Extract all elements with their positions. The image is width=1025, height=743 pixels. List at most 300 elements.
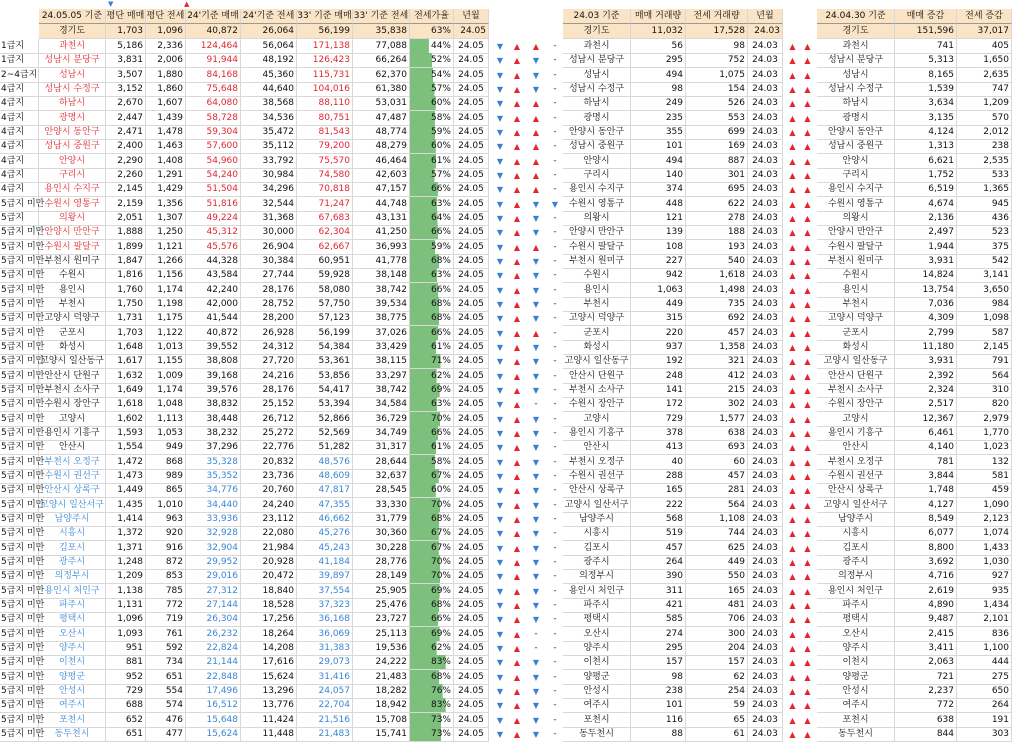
region-name-cell-3[interactable]: 부천시 원미구 (817, 254, 895, 269)
avg-jeonse-cell[interactable]: 1,010 (146, 498, 186, 513)
region-name-cell-3[interactable]: 수원시 (817, 268, 895, 283)
sale-volume-cell[interactable]: 585 (631, 612, 686, 627)
region-name-cell-3[interactable]: 고양시 (817, 412, 895, 427)
jeonse-volume-cell[interactable]: 526 (686, 96, 748, 111)
sale-33-cell[interactable]: 126,423 (297, 53, 353, 68)
avg-jeonse-cell[interactable]: 1,307 (146, 211, 186, 226)
avg-jeonse-cell[interactable]: 574 (146, 698, 186, 713)
jeonse-change-cell[interactable]: 3,141 (957, 268, 1012, 283)
avg-sale-cell[interactable]: 2,260 (106, 168, 146, 183)
region-name-cell-2[interactable]: 성남시 중원구 (563, 139, 631, 154)
region-name-cell[interactable]: 안산시 상록구 (39, 483, 106, 498)
region-name-cell-3[interactable]: 구리시 (817, 168, 895, 183)
avg-sale-cell[interactable]: 2,159 (106, 197, 146, 212)
region-name-cell-2[interactable]: 부천시 (563, 297, 631, 312)
sale-change-cell[interactable]: 12,367 (895, 412, 957, 427)
sale-24-cell[interactable]: 32,928 (186, 526, 241, 541)
jeonse-33-cell[interactable]: 38,742 (353, 383, 410, 398)
region-name-cell-3[interactable]: 안성시 (817, 684, 895, 699)
avg-sale-header[interactable]: 평단 매매 (106, 9, 146, 24)
region-name-cell-3[interactable]: 의정부시 (817, 569, 895, 584)
region-name-cell-2[interactable]: 시흥시 (563, 526, 631, 541)
ym-cell[interactable]: 24.05 (454, 612, 489, 627)
avg-jeonse-cell[interactable]: 1,429 (146, 182, 186, 197)
ym-cell[interactable]: 24.05 (454, 426, 489, 441)
sale-change-cell[interactable]: 2,619 (895, 584, 957, 599)
sale-change-cell[interactable]: 3,844 (895, 469, 957, 484)
avg-sale-cell[interactable]: 1,731 (106, 311, 146, 326)
jeonse-33-cell[interactable]: 44,748 (353, 197, 410, 212)
jeonse-volume-cell[interactable]: 204 (686, 641, 748, 656)
region-name-cell-3[interactable]: 성남시 중원구 (817, 139, 895, 154)
jeonse-change-cell[interactable]: 2,145 (957, 340, 1012, 355)
jeonse-33-cell[interactable]: 23,727 (353, 612, 410, 627)
jeonse-ratio-cell[interactable]: 60% (410, 96, 454, 111)
jeonse-ratio-cell[interactable]: 68% (410, 512, 454, 527)
jeonse-24-cell[interactable]: 27,720 (241, 354, 297, 369)
avg-sale-cell[interactable]: 2,051 (106, 211, 146, 226)
sale-24-cell[interactable]: 39,552 (186, 340, 241, 355)
ym2-cell[interactable]: 24.03 (748, 670, 783, 685)
jeonse-volume-cell[interactable]: 564 (686, 498, 748, 513)
region-name-cell[interactable]: 하남시 (39, 96, 106, 111)
region-name-cell[interactable]: 포천시 (39, 713, 106, 728)
sale-change-cell[interactable]: 2,497 (895, 225, 957, 240)
grade-cell[interactable]: 5급지 미만 (0, 225, 39, 240)
sale-24-cell[interactable]: 21,144 (186, 655, 241, 670)
jeonse-24-cell[interactable]: 23,112 (241, 512, 297, 527)
region-name-cell[interactable]: 의정부시 (39, 569, 106, 584)
sale-33-cell[interactable]: 21,483 (297, 727, 353, 742)
sale-24-cell[interactable]: 43,584 (186, 268, 241, 283)
jeonse-24-cell[interactable]: 32,544 (241, 197, 297, 212)
sale-24-cell[interactable]: 39,168 (186, 369, 241, 384)
jeonse-ratio-cell[interactable]: 58% (410, 111, 454, 126)
sale-change-cell[interactable]: 3,135 (895, 111, 957, 126)
region-name-cell-2[interactable]: 파주시 (563, 598, 631, 613)
sale-change-cell[interactable]: 2,799 (895, 326, 957, 341)
jeonse-volume-cell[interactable]: 1,358 (686, 340, 748, 355)
region-name-cell-3[interactable]: 수원시 팔달구 (817, 240, 895, 255)
region-name-cell-3[interactable]: 과천시 (817, 39, 895, 54)
region-name-cell-3[interactable]: 안산시 상록구 (817, 483, 895, 498)
region-name-cell[interactable]: 고양시 덕양구 (39, 311, 106, 326)
ym2-cell[interactable]: 24.03 (748, 641, 783, 656)
jeonse-volume-cell[interactable]: 157 (686, 655, 748, 670)
jeonse-24-cell[interactable]: 18,528 (241, 598, 297, 613)
sale-change-cell[interactable]: 11,180 (895, 340, 957, 355)
jeonse-change-cell[interactable]: 1,433 (957, 541, 1012, 556)
grade-cell[interactable]: 5급지 미만 (0, 612, 39, 627)
jeonse-ratio-cell[interactable]: 44% (410, 39, 454, 54)
region-name-cell-3[interactable]: 고양시 덕양구 (817, 311, 895, 326)
jeonse-33-cell[interactable]: 38,775 (353, 311, 410, 326)
region-name-cell-2[interactable]: 용인시 (563, 283, 631, 298)
province-jeonse-33[interactable]: 35,838 (353, 24, 410, 39)
region-name-cell-3[interactable]: 안양시 동안구 (817, 125, 895, 140)
grade-cell[interactable]: 5급지 미만 (0, 254, 39, 269)
sale-24-cell[interactable]: 57,600 (186, 139, 241, 154)
region-name-cell-2[interactable]: 의왕시 (563, 211, 631, 226)
sale-33-cell[interactable]: 24,057 (297, 684, 353, 699)
jeonse-24-cell[interactable]: 18,840 (241, 584, 297, 599)
sale-change-cell[interactable]: 4,716 (895, 569, 957, 584)
ym2-cell[interactable]: 24.03 (748, 111, 783, 126)
sale-24-cell[interactable]: 22,824 (186, 641, 241, 656)
jeonse-change-cell[interactable]: 587 (957, 326, 1012, 341)
sale-volume-cell[interactable]: 157 (631, 655, 686, 670)
avg-jeonse-cell[interactable]: 1,880 (146, 68, 186, 83)
sale-change-cell[interactable]: 2,063 (895, 655, 957, 670)
sale-33-cell[interactable]: 47,817 (297, 483, 353, 498)
region-name-cell-2[interactable]: 부천시 소사구 (563, 383, 631, 398)
grade-cell[interactable]: 4급지 (0, 82, 39, 97)
region-name-cell-3[interactable]: 부천시 오정구 (817, 455, 895, 470)
avg-jeonse-cell[interactable]: 1,174 (146, 383, 186, 398)
sale-change-cell[interactable]: 1,313 (895, 139, 957, 154)
jeonse-24-cell[interactable]: 26,928 (241, 326, 297, 341)
sale-volume-cell[interactable]: 457 (631, 541, 686, 556)
region-name-cell[interactable]: 광주시 (39, 555, 106, 570)
jeonse-33-cell[interactable]: 39,534 (353, 297, 410, 312)
region-name-cell[interactable]: 고양시 (39, 412, 106, 427)
ym-cell[interactable]: 24.05 (454, 254, 489, 269)
grade-cell[interactable]: 5급지 미만 (0, 240, 39, 255)
sale-33-cell[interactable]: 45,243 (297, 541, 353, 556)
sale-33-cell[interactable]: 80,751 (297, 111, 353, 126)
avg-jeonse-cell[interactable]: 853 (146, 569, 186, 584)
region-name-cell-2[interactable]: 수원시 권선구 (563, 469, 631, 484)
region-name-cell-3[interactable]: 안양시 만안구 (817, 225, 895, 240)
region-name-cell-2[interactable]: 양주시 (563, 641, 631, 656)
jeonse-24-cell[interactable]: 15,624 (241, 670, 297, 685)
jeonse-24-cell[interactable]: 25,152 (241, 397, 297, 412)
region-name-cell-3[interactable]: 용인시 기흥구 (817, 426, 895, 441)
sale-volume-cell[interactable]: 295 (631, 53, 686, 68)
jeonse-24-cell[interactable]: 20,472 (241, 569, 297, 584)
sale-33-cell[interactable]: 46,662 (297, 512, 353, 527)
jeonse-33-cell[interactable]: 36,993 (353, 240, 410, 255)
region-name-cell-3[interactable]: 고양시 일산서구 (817, 498, 895, 513)
sale-change-cell[interactable]: 4,674 (895, 197, 957, 212)
jeonse-ratio-cell[interactable]: 69% (410, 383, 454, 398)
ym-cell[interactable]: 24.05 (454, 96, 489, 111)
province-name[interactable]: 경기도 (39, 24, 106, 39)
sale-volume-cell[interactable]: 101 (631, 698, 686, 713)
jeonse-ratio-cell[interactable]: 83% (410, 698, 454, 713)
avg-jeonse-cell[interactable]: 1,463 (146, 139, 186, 154)
sale-volume-cell[interactable]: 121 (631, 211, 686, 226)
jeonse-change-cell[interactable]: 1,100 (957, 641, 1012, 656)
region-name-cell[interactable]: 안성시 (39, 684, 106, 699)
region-name-cell-2[interactable]: 포천시 (563, 713, 631, 728)
ym-cell[interactable]: 24.05 (454, 684, 489, 699)
avg-jeonse-cell[interactable]: 1,053 (146, 426, 186, 441)
avg-sale-cell[interactable]: 951 (106, 641, 146, 656)
province-name-3[interactable]: 경기도 (817, 24, 895, 39)
ym-cell[interactable]: 24.05 (454, 598, 489, 613)
jeonse-change-cell[interactable]: 2,979 (957, 412, 1012, 427)
sale-volume-cell[interactable]: 942 (631, 268, 686, 283)
avg-sale-cell[interactable]: 688 (106, 698, 146, 713)
grade-cell[interactable]: 5급지 미만 (0, 412, 39, 427)
sale-24-cell[interactable]: 15,648 (186, 713, 241, 728)
ym2-cell[interactable]: 24.03 (748, 240, 783, 255)
jeonse-change-cell[interactable]: 984 (957, 297, 1012, 312)
avg-sale-cell[interactable]: 1,632 (106, 369, 146, 384)
sale-24-cell[interactable]: 27,144 (186, 598, 241, 613)
province-sale-33[interactable]: 56,199 (297, 24, 353, 39)
jeonse-33-cell[interactable]: 48,774 (353, 125, 410, 140)
sale-33-cell[interactable]: 37,554 (297, 584, 353, 599)
sale-change-cell[interactable]: 772 (895, 698, 957, 713)
sale-24-cell[interactable]: 51,816 (186, 197, 241, 212)
region-name-cell-3[interactable]: 광명시 (817, 111, 895, 126)
avg-sale-cell[interactable]: 1,209 (106, 569, 146, 584)
grade-cell[interactable]: 5급지 미만 (0, 670, 39, 685)
jeonse-33-cell[interactable]: 61,380 (353, 82, 410, 97)
sale-33-cell[interactable]: 36,168 (297, 612, 353, 627)
sale-33-cell[interactable]: 88,110 (297, 96, 353, 111)
ym2-cell[interactable]: 24.03 (748, 297, 783, 312)
region-name-cell-3[interactable]: 안산시 (817, 440, 895, 455)
jeonse-volume-cell[interactable]: 412 (686, 369, 748, 384)
jeonse-volume-header[interactable]: 전세 거래량 (686, 9, 748, 24)
sale-33-cell[interactable]: 31,416 (297, 670, 353, 685)
ym2-cell[interactable]: 24.03 (748, 584, 783, 599)
province-sale-change[interactable]: 151,596 (895, 24, 957, 39)
sale-33-cell[interactable]: 53,361 (297, 354, 353, 369)
jeonse-change-cell[interactable]: 581 (957, 469, 1012, 484)
sale-24-cell[interactable]: 38,232 (186, 426, 241, 441)
jeonse-24-cell[interactable]: 45,360 (241, 68, 297, 83)
region-name-cell[interactable]: 군포시 (39, 326, 106, 341)
region-name-cell[interactable]: 수원시 영통구 (39, 197, 106, 212)
jeonse-24-cell[interactable]: 31,368 (241, 211, 297, 226)
sale-volume-cell[interactable]: 56 (631, 39, 686, 54)
avg-jeonse-cell[interactable]: 1,291 (146, 168, 186, 183)
ym2-cell[interactable]: 24.03 (748, 455, 783, 470)
avg-jeonse-cell[interactable]: 2,336 (146, 39, 186, 54)
jeonse-ratio-cell[interactable]: 70% (410, 569, 454, 584)
ym-cell[interactable]: 24.05 (454, 168, 489, 183)
ym-cell[interactable]: 24.05 (454, 455, 489, 470)
jeonse-change-cell[interactable]: 836 (957, 627, 1012, 642)
avg-sale-cell[interactable]: 1,096 (106, 612, 146, 627)
region-name-cell[interactable]: 의왕시 (39, 211, 106, 226)
region-name-cell-2[interactable]: 의정부시 (563, 569, 631, 584)
ym2-cell[interactable]: 24.03 (748, 598, 783, 613)
jeonse-change-cell[interactable]: 191 (957, 713, 1012, 728)
jeonse-24-cell[interactable]: 28,176 (241, 383, 297, 398)
region-name-cell[interactable]: 용인시 수지구 (39, 182, 106, 197)
jeonse-volume-cell[interactable]: 693 (686, 440, 748, 455)
ym-cell[interactable]: 24.05 (454, 311, 489, 326)
ym2-cell[interactable]: 24.03 (748, 526, 783, 541)
ym-cell[interactable]: 24.05 (454, 440, 489, 455)
ym-cell[interactable]: 24.05 (454, 154, 489, 169)
ym-cell[interactable]: 24.05 (454, 655, 489, 670)
jeonse-volume-cell[interactable]: 699 (686, 125, 748, 140)
avg-sale-cell[interactable]: 1,760 (106, 283, 146, 298)
region-name-cell-3[interactable]: 군포시 (817, 326, 895, 341)
jeonse-ratio-cell[interactable]: 68% (410, 598, 454, 613)
avg-sale-cell[interactable]: 1,617 (106, 354, 146, 369)
avg-jeonse-cell[interactable]: 1,013 (146, 340, 186, 355)
sale-volume-cell[interactable]: 101 (631, 139, 686, 154)
region-name-cell-3[interactable]: 고양시 일산동구 (817, 354, 895, 369)
ym-header[interactable]: 년월 (454, 9, 489, 24)
jeonse-24-cell[interactable]: 13,296 (241, 684, 297, 699)
grade-cell[interactable]: 4급지 (0, 125, 39, 140)
avg-jeonse-cell[interactable]: 920 (146, 526, 186, 541)
sort-up-marker[interactable]: ▲ (184, 0, 190, 8)
region-name-cell[interactable]: 용인시 처인구 (39, 584, 106, 599)
jeonse-volume-cell[interactable]: 622 (686, 197, 748, 212)
grade-cell[interactable]: 5급지 미만 (0, 727, 39, 742)
sale-24-cell[interactable]: 54,240 (186, 168, 241, 183)
sale-volume-cell[interactable]: 249 (631, 96, 686, 111)
sale-volume-cell[interactable]: 227 (631, 254, 686, 269)
jeonse-33-cell[interactable]: 19,536 (353, 641, 410, 656)
jeonse-volume-cell[interactable]: 706 (686, 612, 748, 627)
sale-volume-cell[interactable]: 116 (631, 713, 686, 728)
jeonse-ratio-cell[interactable]: 60% (410, 139, 454, 154)
jeonse-volume-cell[interactable]: 457 (686, 469, 748, 484)
region-name-cell[interactable]: 수원시 (39, 268, 106, 283)
sale-change-cell[interactable]: 6,077 (895, 526, 957, 541)
jeonse-change-cell[interactable]: 1,209 (957, 96, 1012, 111)
jeonse-volume-cell[interactable]: 1,108 (686, 512, 748, 527)
jeonse-33-cell[interactable]: 47,487 (353, 111, 410, 126)
region-name-cell-3[interactable]: 양평군 (817, 670, 895, 685)
ym-cell[interactable]: 24.05 (454, 369, 489, 384)
region-name-cell-3[interactable]: 수원시 권선구 (817, 469, 895, 484)
sale-volume-cell[interactable]: 98 (631, 670, 686, 685)
avg-sale-cell[interactable]: 2,400 (106, 139, 146, 154)
jeonse-ratio-cell[interactable]: 57% (410, 82, 454, 97)
avg-jeonse-cell[interactable]: 1,198 (146, 297, 186, 312)
sale-33-cell[interactable]: 54,417 (297, 383, 353, 398)
grade-cell[interactable]: 5급지 미만 (0, 627, 39, 642)
region-name-cell[interactable]: 고양시 일산서구 (39, 498, 106, 513)
jeonse-24-cell[interactable]: 35,472 (241, 125, 297, 140)
grade-cell[interactable]: 5급지 미만 (0, 526, 39, 541)
region-name-cell[interactable]: 평택시 (39, 612, 106, 627)
jeonse-24-cell[interactable]: 20,832 (241, 455, 297, 470)
avg-sale-cell[interactable]: 1,138 (106, 584, 146, 599)
section2-title[interactable]: 24.03 기준 (563, 9, 631, 24)
ym2-cell[interactable]: 24.03 (748, 225, 783, 240)
avg-sale-cell[interactable]: 1,648 (106, 340, 146, 355)
jeonse-change-cell[interactable]: 1,030 (957, 555, 1012, 570)
sale-33-cell[interactable]: 37,323 (297, 598, 353, 613)
jeonse-24-cell[interactable]: 30,000 (241, 225, 297, 240)
ym-cell[interactable]: 24.05 (454, 240, 489, 255)
province-avg-sale[interactable]: 1,703 (106, 24, 146, 39)
jeonse-33-cell[interactable]: 36,729 (353, 412, 410, 427)
region-name-cell-2[interactable]: 수원시 장안구 (563, 397, 631, 412)
sale-change-cell[interactable]: 1,944 (895, 240, 957, 255)
sale-change-cell[interactable]: 2,237 (895, 684, 957, 699)
region-name-cell-3[interactable]: 안산시 단원구 (817, 369, 895, 384)
avg-jeonse-cell[interactable]: 1,175 (146, 311, 186, 326)
avg-jeonse-cell[interactable]: 2,006 (146, 53, 186, 68)
jeonse-change-cell[interactable]: 238 (957, 139, 1012, 154)
ym2-cell[interactable]: 24.03 (748, 727, 783, 742)
sale-volume-cell[interactable]: 238 (631, 684, 686, 699)
grade-cell[interactable]: 4급지 (0, 139, 39, 154)
sale-volume-cell[interactable]: 315 (631, 311, 686, 326)
region-name-cell[interactable]: 과천시 (39, 39, 106, 54)
sale-change-cell[interactable]: 5,313 (895, 53, 957, 68)
jeonse-volume-cell[interactable]: 1,075 (686, 68, 748, 83)
ym-cell[interactable]: 24.05 (454, 555, 489, 570)
jeonse-volume-cell[interactable]: 1,618 (686, 268, 748, 283)
region-name-cell-2[interactable]: 수원시 팔달구 (563, 240, 631, 255)
jeonse-change-header[interactable]: 전세 증감 (957, 9, 1012, 24)
region-name-cell-3[interactable]: 부천시 (817, 297, 895, 312)
grade-cell[interactable]: 5급지 미만 (0, 440, 39, 455)
jeonse-volume-cell[interactable]: 321 (686, 354, 748, 369)
region-name-cell-3[interactable]: 김포시 (817, 541, 895, 556)
province-sale-volume[interactable]: 11,032 (631, 24, 686, 39)
avg-jeonse-cell[interactable]: 872 (146, 555, 186, 570)
jeonse-24-cell[interactable]: 20,760 (241, 483, 297, 498)
sale-33-cell[interactable]: 53,394 (297, 397, 353, 412)
sale-change-cell[interactable]: 6,621 (895, 154, 957, 169)
ym-cell[interactable]: 24.05 (454, 397, 489, 412)
sale-change-cell[interactable]: 3,931 (895, 254, 957, 269)
province-avg-jeonse[interactable]: 1,096 (146, 24, 186, 39)
jeonse-33-cell[interactable]: 38,148 (353, 268, 410, 283)
region-name-cell-3[interactable]: 오산시 (817, 627, 895, 642)
sale-change-cell[interactable]: 2,415 (895, 627, 957, 642)
jeonse-24-cell[interactable]: 24,216 (241, 369, 297, 384)
ym-cell[interactable]: 24.05 (454, 641, 489, 656)
sale-volume-cell[interactable]: 448 (631, 197, 686, 212)
jeonse-24-cell[interactable]: 26,904 (241, 240, 297, 255)
region-name-cell[interactable]: 김포시 (39, 541, 106, 556)
jeonse-33-cell[interactable]: 30,360 (353, 526, 410, 541)
ym2-cell[interactable]: 24.03 (748, 397, 783, 412)
sale-change-cell[interactable]: 781 (895, 455, 957, 470)
jeonse-ratio-cell[interactable]: 66% (410, 326, 454, 341)
region-name-cell-3[interactable]: 성남시 분당구 (817, 53, 895, 68)
region-name-cell-2[interactable]: 안양시 (563, 154, 631, 169)
sale-33-cell[interactable]: 48,576 (297, 455, 353, 470)
grade-cell[interactable]: 2~4급지 (0, 68, 39, 83)
jeonse-change-cell[interactable]: 275 (957, 670, 1012, 685)
sale-24-cell[interactable]: 41,544 (186, 311, 241, 326)
sale-volume-cell[interactable]: 264 (631, 555, 686, 570)
sale-24-cell[interactable]: 42,000 (186, 297, 241, 312)
jeonse-change-cell[interactable]: 2,635 (957, 68, 1012, 83)
jeonse-33-cell[interactable]: 38,742 (353, 283, 410, 298)
avg-jeonse-cell[interactable]: 989 (146, 469, 186, 484)
sale-24-cell[interactable]: 124,464 (186, 39, 241, 54)
jeonse-change-cell[interactable]: 436 (957, 211, 1012, 226)
sale-24-cell[interactable]: 34,776 (186, 483, 241, 498)
grade-cell[interactable]: 5급지 미만 (0, 584, 39, 599)
ym-cell[interactable]: 24.05 (454, 326, 489, 341)
avg-sale-cell[interactable]: 1,554 (106, 440, 146, 455)
grade-cell[interactable]: 5급지 미만 (0, 326, 39, 341)
province-name-2[interactable]: 경기도 (563, 24, 631, 39)
avg-jeonse-cell[interactable]: 1,122 (146, 326, 186, 341)
region-name-cell[interactable]: 화성시 (39, 340, 106, 355)
avg-jeonse-cell[interactable]: 1,607 (146, 96, 186, 111)
